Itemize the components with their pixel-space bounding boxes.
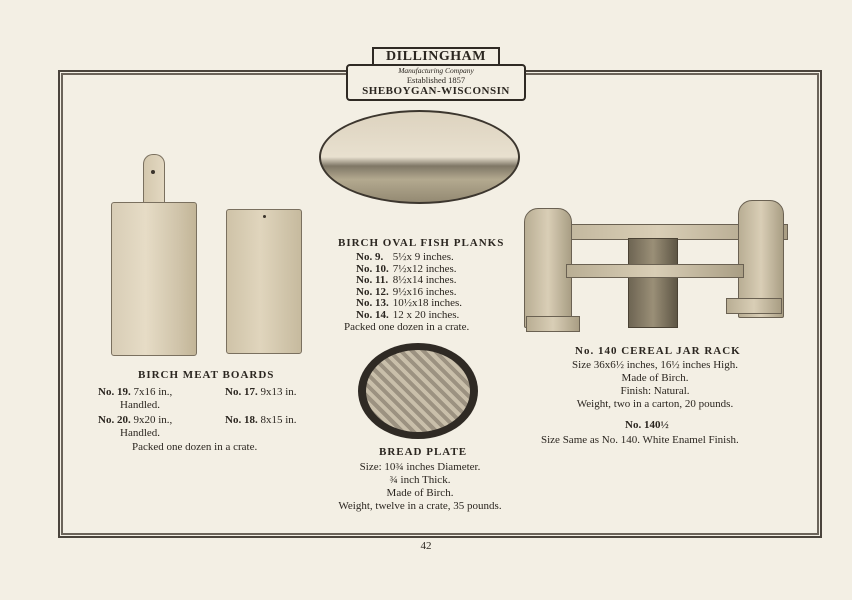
- item-note: Handled.: [120, 427, 161, 439]
- item-note: Handled.: [120, 399, 161, 411]
- fish-planks-list: [356, 252, 466, 321]
- fish-planks-title: BIRCH OVAL FISH PLANKS: [338, 237, 505, 249]
- item-number: No. 17.: [225, 386, 258, 398]
- meat-board-item: [225, 386, 297, 399]
- rack-right-foot: [726, 298, 782, 314]
- item-number: No. 19.: [98, 386, 131, 398]
- cereal-rack-details: [540, 359, 770, 411]
- bread-plate-title: BREAD PLATE: [379, 446, 468, 458]
- list-item: No. 13. 10½x18 inches.: [356, 297, 463, 309]
- bread-plate-details: [300, 461, 540, 513]
- item-number: No. 18.: [225, 414, 258, 426]
- bread-plate-size: Size: 10¾ inches Diameter.: [359, 461, 481, 473]
- item-size: 8x15 in.: [260, 414, 297, 426]
- item-number: No. 20.: [98, 414, 131, 426]
- established: Established 1857: [406, 75, 466, 85]
- list-item: No. 9. 5½x 9 inches.: [356, 251, 454, 263]
- bread-plate-thick: ¾ inch Thick.: [389, 474, 451, 486]
- meat-board-handle-image: [143, 154, 165, 207]
- cereal-rack-finish: Finish: Natural.: [620, 385, 690, 397]
- item-size: 7x16 in.,: [133, 386, 173, 398]
- location: SHEBOYGAN-WISCONSIN: [362, 85, 510, 97]
- meat-board-item: [98, 414, 172, 440]
- meat-boards-title: BIRCH MEAT BOARDS: [138, 369, 275, 381]
- cereal-rack-title: No. 140 CEREAL JAR RACK: [575, 345, 741, 357]
- meat-board-handled-image: [111, 202, 197, 356]
- cereal-rack-size: Size 36x6½ inches, 16½ inches High.: [572, 359, 738, 371]
- rack-middle-shelf: [566, 264, 744, 278]
- company-sub: Manufacturing Company: [398, 66, 474, 75]
- hang-hole: [263, 215, 266, 218]
- meat-board-item: [225, 414, 297, 427]
- logo-band: [346, 64, 526, 101]
- fish-plank-image: [319, 110, 520, 204]
- rack-left-foot: [526, 316, 580, 332]
- rack-left-end: [524, 208, 572, 328]
- list-item: No. 14. 12 x 20 inches.: [356, 308, 460, 321]
- cereal-rack-alt-number: No. 140½: [625, 419, 669, 431]
- rack-back-panel: [628, 238, 678, 328]
- page-number: 42: [420, 540, 432, 552]
- cereal-rack-alt-desc: Size Same as No. 140. White Enamel Finish.: [541, 434, 739, 446]
- meat-board-item: [98, 386, 172, 412]
- bread-plate-image: [366, 350, 470, 432]
- cereal-rack-material: Made of Birch.: [621, 372, 689, 384]
- meat-boards-packing: Packed one dozen in a crate.: [132, 441, 258, 453]
- hang-hole: [151, 170, 155, 174]
- list-item: No. 10. 7½x12 inches.: [356, 262, 457, 275]
- fish-planks-packing: Packed one dozen in a crate.: [344, 321, 470, 333]
- meat-board-plain-image: [226, 209, 302, 354]
- bread-plate-material: Made of Birch.: [386, 487, 454, 499]
- list-item: No. 11. 8½x14 inches.: [356, 274, 457, 286]
- item-size: 9x20 in.,: [133, 414, 173, 426]
- company-name: DILLINGHAM: [372, 47, 500, 64]
- list-item: No. 12. 9½x16 inches.: [356, 285, 457, 298]
- company-logo: [346, 47, 526, 99]
- item-size: 9x13 in.: [260, 386, 297, 398]
- cereal-rack-weight: Weight, two in a carton, 20 pounds.: [576, 398, 734, 410]
- bread-plate-weight: Weight, twelve in a crate, 35 pounds.: [338, 500, 502, 512]
